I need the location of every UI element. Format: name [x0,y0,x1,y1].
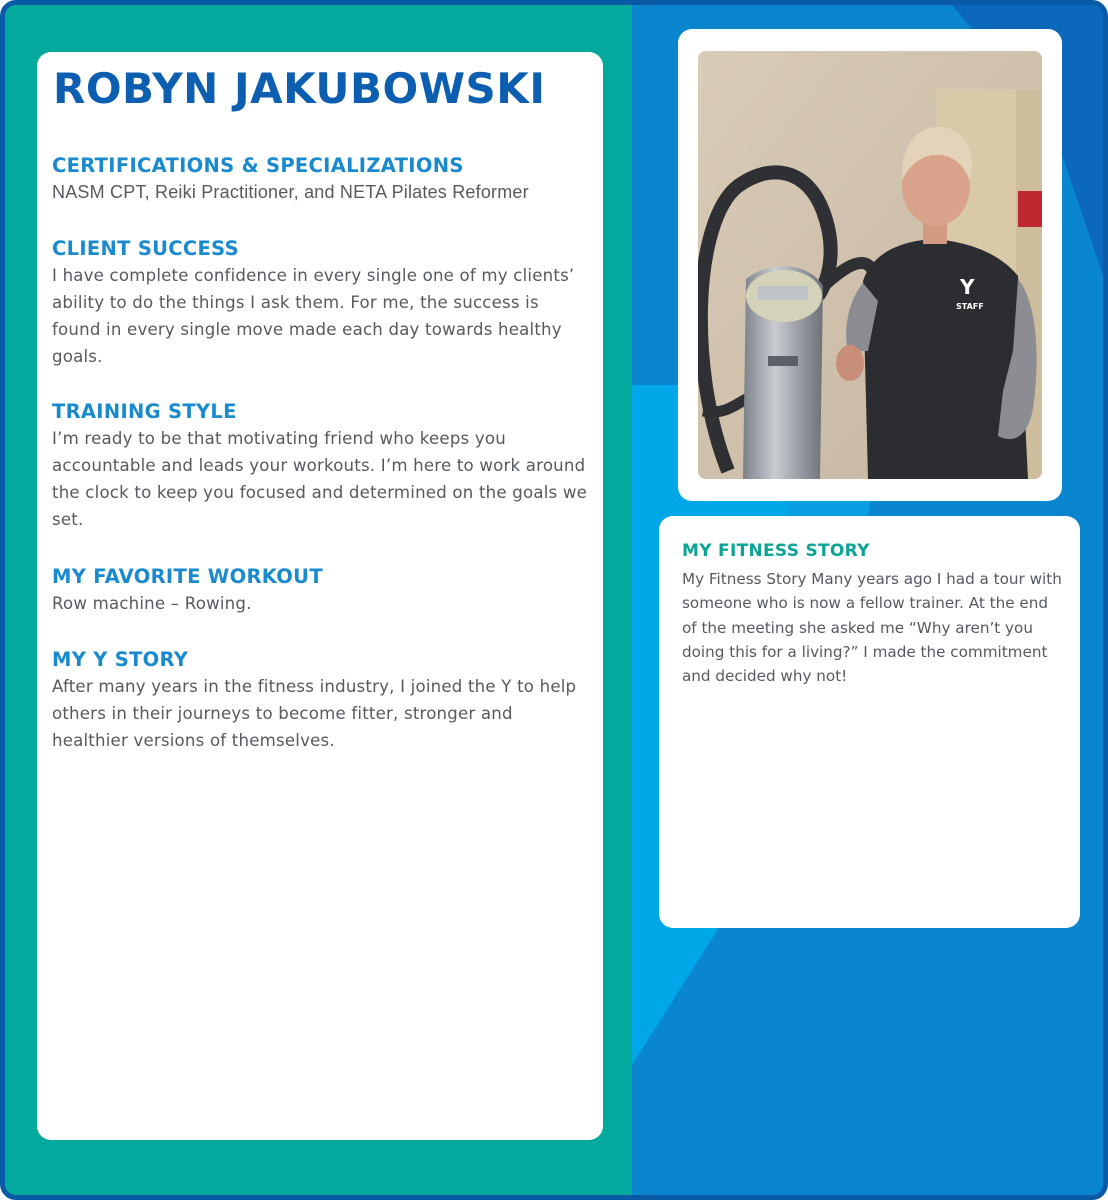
svg-text:Y: Y [960,275,975,299]
fitness-story-body: My Fitness Story Many years ago I had a tour with someone who is now a fellow trainer. At the end of the meeting she asked me “Why aren’t you doing this for a living?” I made the commitment and decided why not! [682,570,1062,686]
section-title: MY Y STORY [52,648,189,671]
svg-text:STAFF: STAFF [956,302,984,311]
trainer-photo-illustration [698,51,1042,479]
section-client-success [52,237,592,370]
fitness-story-title: MY FITNESS STORY [682,541,870,561]
section-title: MY FAVORITE WORKOUT [52,565,323,588]
section-my-y-story [52,648,592,754]
section-favorite-workout [52,565,592,617]
trainer-name: ROBYN JAKUBOWSKI [53,64,546,113]
trainer-photo [698,51,1042,479]
section-training-style [52,400,592,533]
section-body: NASM CPT, Reiki Practitioner, and NETA Pilates Reformer [52,182,529,202]
section-title: TRAINING STYLE [52,400,237,423]
fitness-story-card [659,516,1080,928]
section-title: CLIENT SUCCESS [52,237,239,260]
section-title: CERTIFICATIONS & SPECIALIZATIONS [52,154,464,177]
profile-card [37,52,603,1140]
section-certifications [52,154,592,206]
section-body: Row machine – Rowing. [52,594,252,613]
section-body: After many years in the fitness industry, I joined the Y to help others in their journeys to become fitter, stronger and healthier versions of themselves. [52,677,577,750]
section-body: I have complete confidence in every single one of my clients’ ability to do the things I ask them. For me, the success is found in every single move made each day towards healthy goals. [52,266,575,366]
photo-card [678,29,1062,501]
section-body: I’m ready to be that motivating friend who keeps you accountable and leads your workouts. I’m here to work around the clock to keep you focused and determined on the goals we set. [52,429,588,529]
